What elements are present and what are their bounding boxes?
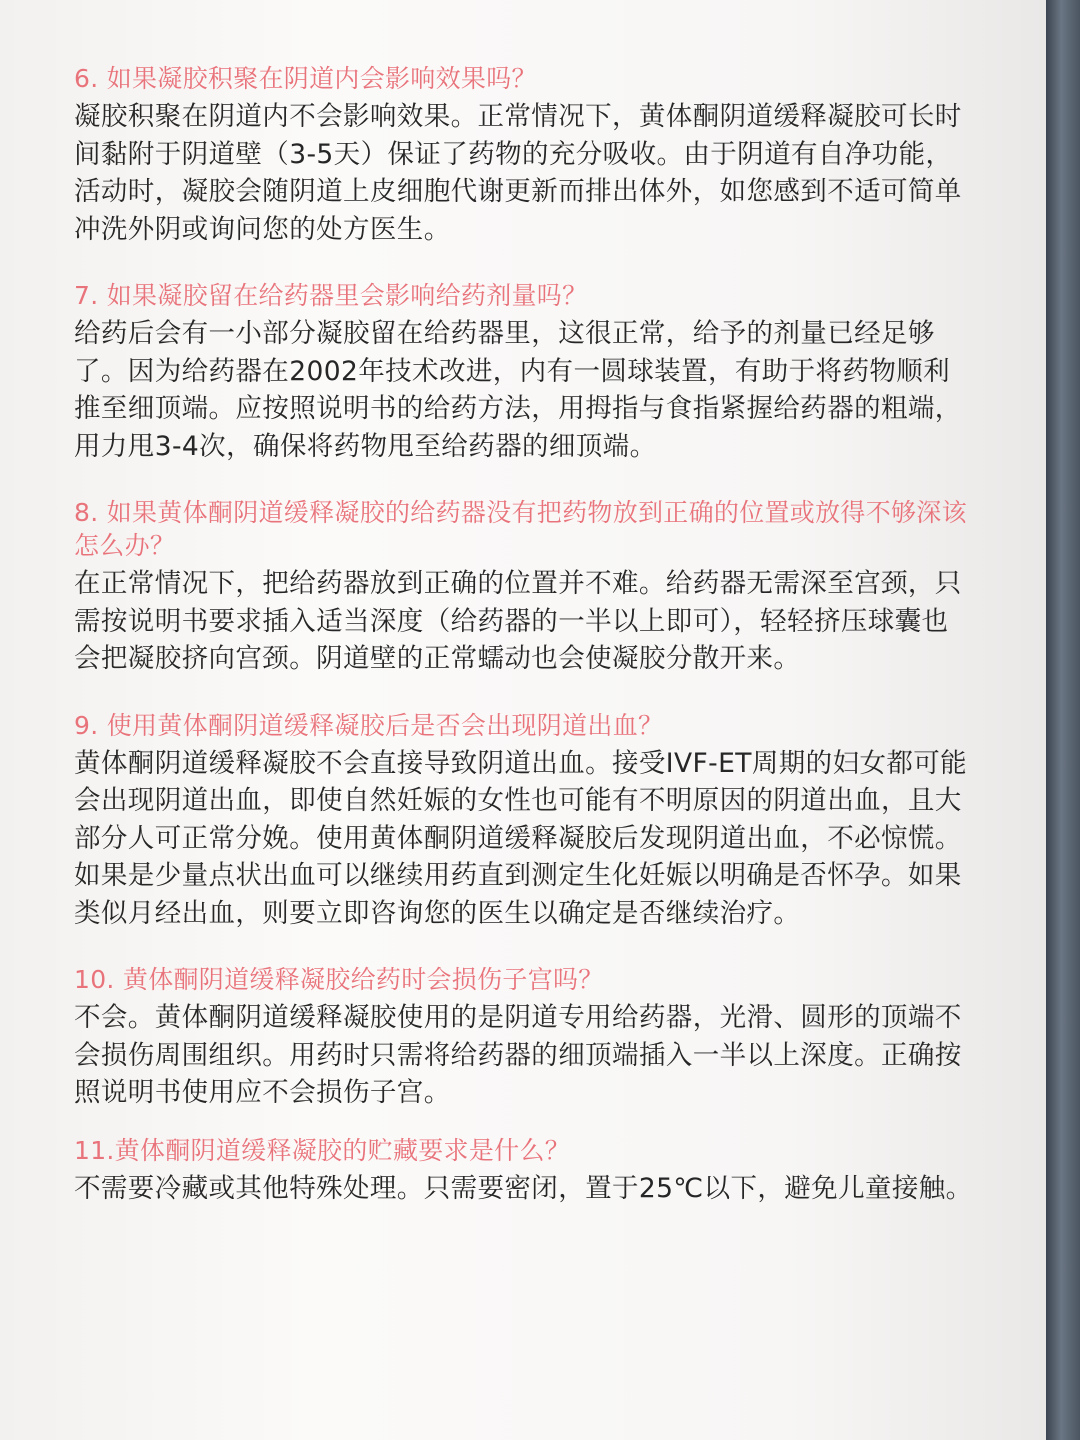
faq-answer: 凝胶积聚在阴道内不会影响效果。正常情况下，黄体酮阴道缓释凝胶可长时间黏附于阴道壁（3-5天）保证了药物的充分吸收。由于阴道有自净功能，活动时，凝胶会随阴道上皮细胞代谢更新而排出体外，如您感到不适可简单冲洗外阴或询问您的处方医生。 [74,101,962,245]
faq-item-9 [74,709,974,933]
faq-answer: 不会。黄体酮阴道缓释凝胶使用的是阴道专用给药器，光滑、圆形的顶端不会损伤周围组织。用药时只需将给药器的细顶端插入一半以上深度。正确按照说明书使用应不会损伤子宫。 [74,1002,962,1108]
faq-question: 6. 如果凝胶积聚在阴道内会影响效果吗？ [74,64,537,93]
faq-question: 9. 使用黄体酮阴道缓释凝胶后是否会出现阴道出血？ [74,710,664,740]
faq-answer: 给药后会有一小部分凝胶留在给药器里，这很正常，给予的剂量已经足够了。因为给药器在2002年技术改进，内有一圆球装置，有助于将药物顺利推至细顶端。应按照说明书的给药方法，用拇指与食指紧握给药器的粗端，用力甩3-4次，确保将药物甩至给药器的细顶端。 [74,318,962,462]
faq-item-7 [74,279,974,465]
faq-answer: 在正常情况下，把给药器放到正确的位置并不难。给药器无需深至宫颈，只需按说明书要求插入适当深度（给药器的一半以上即可），轻轻挤压球囊也会把凝胶挤向宫颈。阴道壁的正常蠕动也会使凝胶分散开来。 [74,568,962,674]
faq-question: 8. 如果黄体酮阴道缓释凝胶的给药器没有把药物放到正确的位置或放得不够深该怎么办？ [74,498,967,560]
background-edge [1046,0,1080,1440]
faq-item-6 [74,62,974,248]
faq-answer: 不需要冷藏或其他特殊处理。只需要密闭，置于25℃以下，避免儿童接触。 [74,1172,973,1204]
faq-question: 10. 黄体酮阴道缓释凝胶给药时会损伤子宫吗？ [74,965,604,994]
faq-item-11 [74,1134,974,1208]
faq-list [74,62,974,1238]
faq-item-10 [74,963,974,1112]
faq-answer: 黄体酮阴道缓释凝胶不会直接导致阴道出血。接受IVF-ET周期的妇女都可能会出现阴道出血，即使自然妊娠的女性也可能有不明原因的阴道出血，且大部分人可正常分娩。使用黄体酮阴道缓释凝胶后发现阴道出血，不必惊慌。如果是少量点状出血可以继续用药直到测定生化妊娠以明确是否怀孕。如果类似月经出血，则要立即咨询您的医生以确定是否继续治疗。 [74,747,968,929]
faq-question: 7. 如果凝胶留在给药器里会影响给药剂量吗？ [74,281,588,310]
faq-question: 11.黄体酮阴道缓释凝胶的贮藏要求是什么？ [74,1135,571,1165]
faq-item-8 [74,496,974,678]
